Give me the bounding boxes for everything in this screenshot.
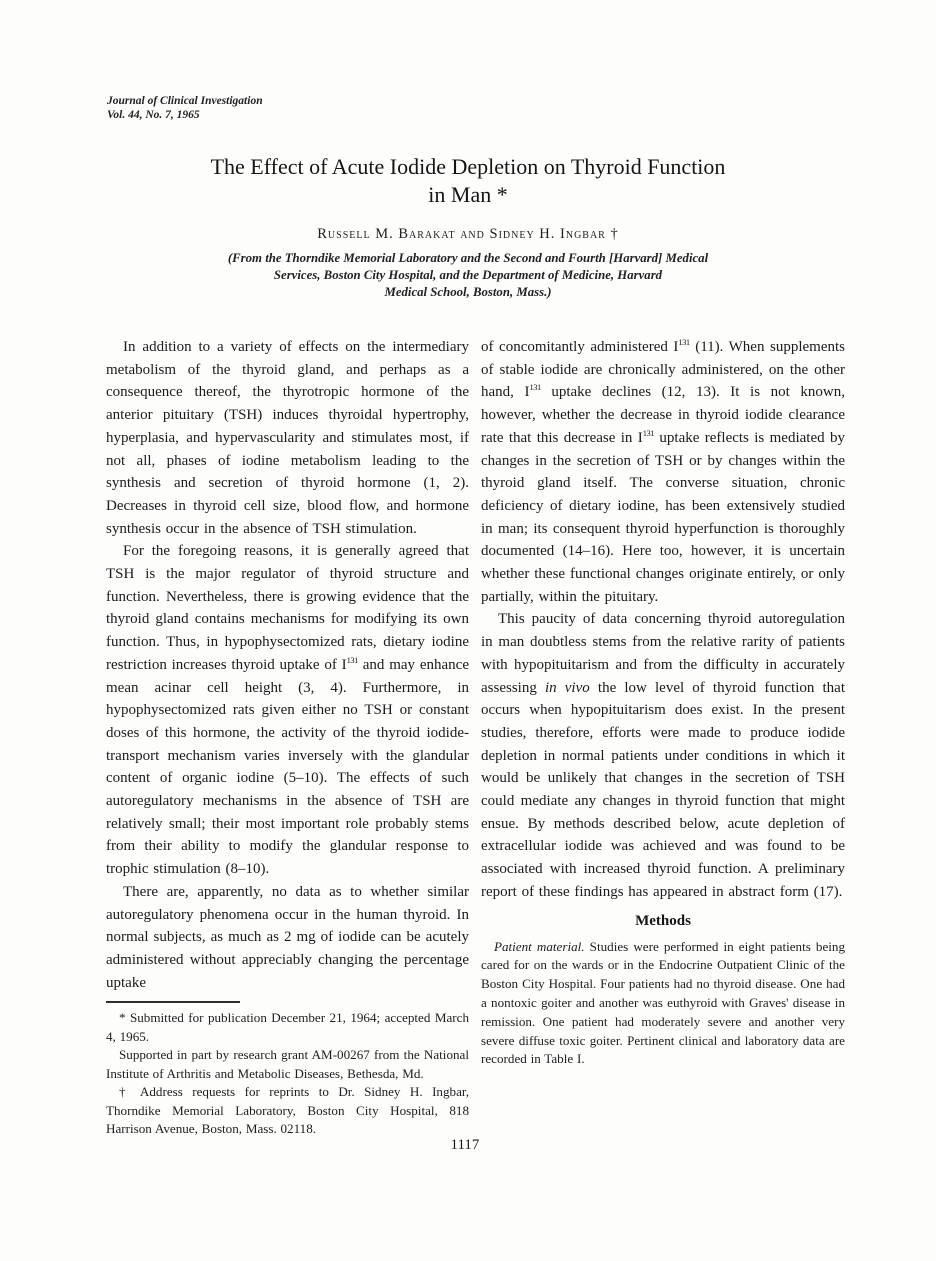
text-segment: This paucity of data concerning thyroid autoregulation in man doubtless stems from the relative rarity of patients with hypopituitarism and from the difficulty in accurately assessing (481, 611, 845, 696)
isotope-131-superscript: 131 (642, 427, 655, 438)
footnote-reprints: † Address requests for reprints to Dr. Sidney H. Ingbar, Thorndike Memorial Laboratory, Boston City Hospital, 818 Harrison Avenue, Boston, Mass. 02118. (106, 1084, 469, 1137)
page-number: 1117 (450, 1137, 480, 1153)
isotope-131-superscript: 131 (678, 337, 690, 347)
body-paragraph: In addition to a variety of effects on the intermediary metabolism of the thyroid gland, and perhaps as a consequence thereof, the thyrotropic hormone of the anterior pituitary (TSH) induces thyroidal hypertrophy, hyperplasia, and hypervascularity and stimulates most, if not all, phases of iodine metabolism leading to the synthesis and secretion of thyroid hormone (1, 2). Decreases in thyroid cell size, blood flow, and hormone synthesis occur in the absence of TSH stimulation. (106, 339, 469, 537)
isotope-131-superscript: 131 (346, 654, 358, 665)
journal-name: Journal of Clinical Investigation (107, 95, 263, 107)
journal-masthead (107, 95, 263, 122)
footnote-grant: Supported in part by research grant AM-00267 from the National Institute of Arthritis and Metabolic Diseases, Bethesda, Md. (106, 1047, 469, 1081)
article-title (0, 153, 936, 209)
text-segment: uptake declines (12, 13). It is not known, however, whether the decrease in thyroid iodide clearance rate that this decrease in I (481, 384, 845, 446)
methods-paragraph (481, 938, 845, 1070)
right-column (481, 336, 845, 1069)
affiliation-line1: (From the Thorndike Memorial Laboratory and the Second and Fourth [Harvard] Medical (227, 251, 709, 265)
affiliation (0, 250, 936, 300)
body-paragraph (481, 336, 845, 608)
affiliation-line2: Services, Boston City Hospital, and the Department of Medicine, Harvard (273, 267, 663, 282)
in-vivo-italic: in vivo (544, 679, 590, 696)
text-segment: the low level of thyroid function that occurs when hypopituitarism does exist. In the present studies, therefore, efforts were made to produce iodide depletion in normal patients under conditions in which it would be unlikely that changes in the secretion of TSH could mediate any changes in thyroid function that might ensue. By methods described below, acute depletion of extracellular iodide was achieved and was found to be associated with increased thyroid function. A preliminary report of these findings has appeared in abstract form (17). (481, 679, 845, 900)
text-segment: and may enhance mean acinar cell height (3, 4). Furthermore, in hypophysectomized rats given either no TSH or constant doses of this hormone, the activity of the thyroid iodide-transport mechanism varies inversely with the glandular content of organic iodine (5–10). The effects of such autoregulatory mechanisms in the absence of TSH are relatively small; their most important role probably stems from their ability to modify the glandular response to trophic stimulation (8–10). (106, 656, 469, 878)
text-segment: uptake reflects is mediated by changes in the secretion of TSH or by changes within the thyroid gland itself. The converse situation, chronic deficiency of dietary iodine, has been extensively studied in man; its consequent thyroid hyperfunction is thoroughly documented (14–16). Here too, however, it is uncertain whether these functional changes originate entirely, or only partially, within the pituitary. (481, 429, 845, 605)
body-paragraph (106, 540, 469, 881)
section-heading-methods: Methods (635, 912, 691, 929)
footnote-submitted: * Submitted for publication December 21, 1964; accepted March 4, 1965. (106, 1010, 469, 1044)
footnote-divider (106, 1001, 240, 1003)
text-segment: For the foregoing reasons, it is generally agreed that TSH is the major regulator of thyroid structure and function. Nevertheless, there is growing evidence that the thyroid gland contains mechanisms for modifying its own function. Thus, in hypophysectomized rats, dietary iodine restriction increases thyroid uptake of I (106, 543, 469, 673)
text-segment: of concomitantly administered I (481, 339, 679, 355)
text-segment: (11). When supplements of stable iodide are chronically administered, on the other hand, I (481, 339, 845, 401)
text-segment: Studies were performed in eight patients being cared for on the wards or in the Endocrine Outpatient Clinic of the Boston City Hospital. Four patients had no thyroid disease. One had a nontoxic goiter and another was euthyroid with Graves' disease in remission. One patient had moderately severe and another very severe diffuse toxic goiter. Pertinent clinical and laboratory data are recorded in Table I. (481, 938, 845, 1067)
left-column (106, 336, 469, 1139)
authors-line: Russell M. Barakat and Sidney H. Ingbar † (317, 226, 619, 242)
article-title-line2: in Man * (428, 182, 508, 207)
body-paragraph (481, 608, 845, 903)
patient-material-lead: Patient material. (494, 938, 585, 954)
body-paragraph: There are, apparently, no data as to whether similar autoregulatory phenomena occur in the human thyroid. In normal subjects, as much as 2 mg of iodide can be acutely administered without appreciably changing the percentage uptake (106, 883, 469, 991)
article-title-line1: The Effect of Acute Iodide Depletion on Thyroid Function (210, 154, 726, 179)
isotope-131-superscript: 131 (529, 382, 541, 393)
journal-volume-line: Vol. 44, No. 7, 1965 (107, 108, 200, 121)
affiliation-line3: Medical School, Boston, Mass.) (384, 284, 552, 299)
